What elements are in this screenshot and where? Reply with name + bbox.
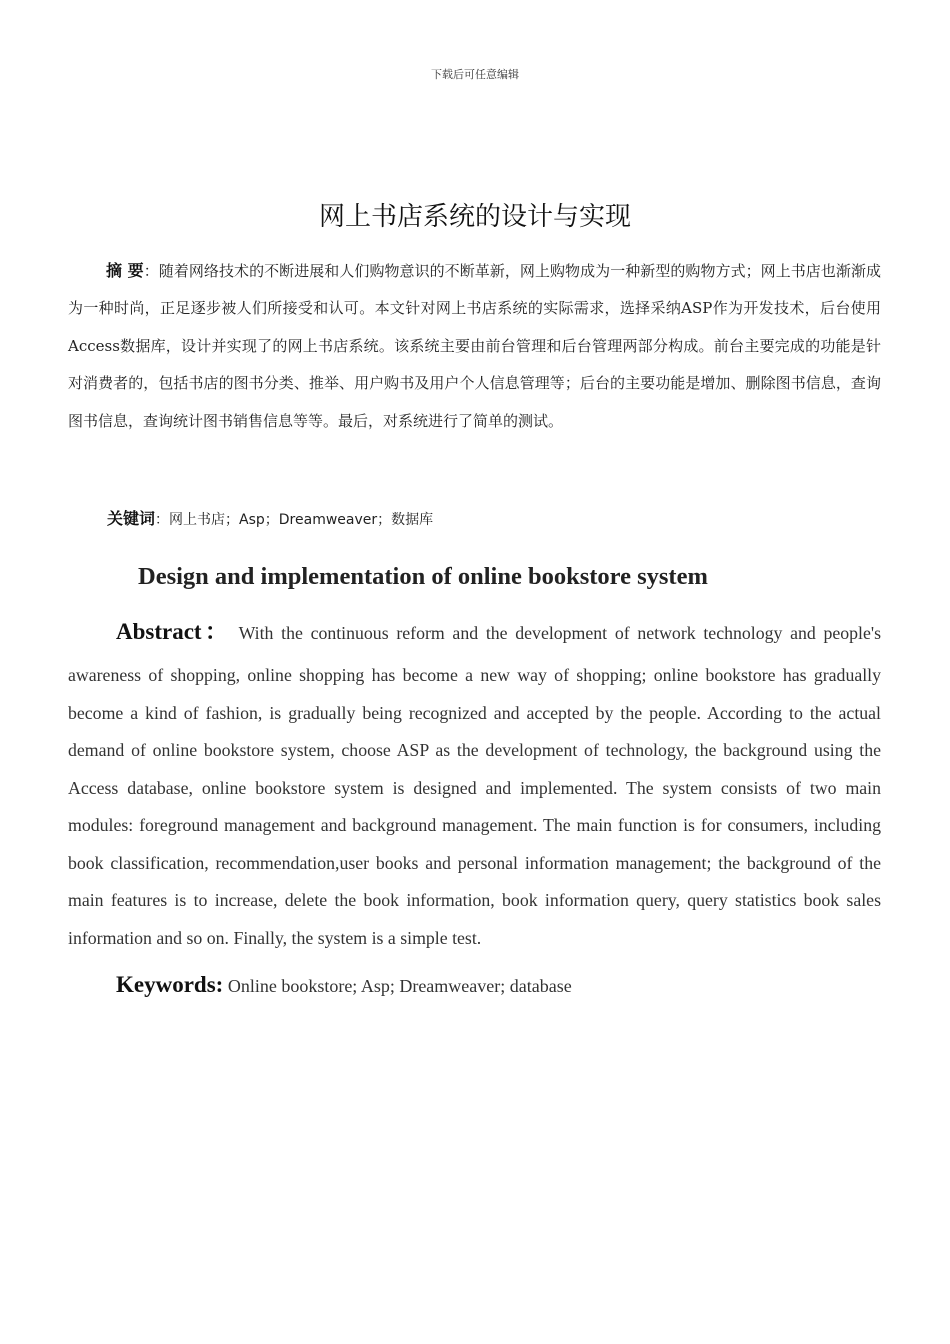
english-keywords-text: Online bookstore; Asp; Dreamweaver; database bbox=[227, 976, 572, 996]
chinese-title: 网上书店系统的设计与实现 bbox=[318, 202, 631, 232]
english-abstract-first-text: With the continuous reform and the development of network technology and people's bbox=[238, 623, 882, 643]
english-keywords bbox=[116, 972, 896, 998]
english-abstract bbox=[68, 608, 881, 957]
chinese-abstract-text: 随着网络技术的不断进展和人们购物意识的不断革新，网上购物成为一种新型的购物方式；网上书店也渐渐成为一种时尚，正足逐步被人们所接受和认可。本文针对网上书店系统的实际需求，选择采纳ASP作为开发技术，后台使用Access数据库，设计并实现了的网上书店系统。该系统主要由前台管理和后台管理两部分构成。前台主要完成的功能是针对消费者的，包括书店的图书分类、推举、用户购书及用户个人信息管理等；后台的主要功能是增加、删除图书信息，查询图书信息，查询统计图书销售信息等等。最后，对系统进行了简单的测试。 bbox=[68, 262, 881, 430]
chinese-keywords bbox=[107, 506, 887, 529]
chinese-keywords-separator: ： bbox=[155, 512, 170, 528]
english-abstract-text: awareness of shopping, online shopping has become a new way of shopping; online bookstore has gradually become a kind of fashion, is gradually being recognized and accepted by the people. According to the actual demand of online bookstore system, choose ASP as the development of technology, the background using the Access database, online bookstore system is designed and implemented. The system consists of two main modules: foreground management and background management. The main function is for consumers, including book classification, recommendation,user books and personal information management; the background of the main features is to increase, delete the book information, book information query, query statistics book sales information and so on. Finally, the system is a simple test. bbox=[68, 665, 881, 948]
english-abstract-first-line bbox=[68, 608, 881, 657]
chinese-keywords-text: 网上书店；Asp；Dreamweaver；数据库 bbox=[169, 512, 434, 528]
english-keywords-label: Keywords: bbox=[116, 972, 224, 997]
english-abstract-separator: ： bbox=[201, 619, 232, 644]
header-note: 下载后可任意编辑 bbox=[431, 68, 519, 81]
chinese-abstract-label: 摘 要 bbox=[106, 261, 144, 280]
chinese-abstract-separator: ： bbox=[143, 262, 159, 280]
english-title: Design and implementation of online bookstore system bbox=[138, 563, 708, 590]
chinese-abstract bbox=[68, 252, 881, 440]
english-abstract-label: Abstract bbox=[116, 619, 202, 644]
chinese-keywords-label: 关键词 bbox=[107, 509, 156, 528]
